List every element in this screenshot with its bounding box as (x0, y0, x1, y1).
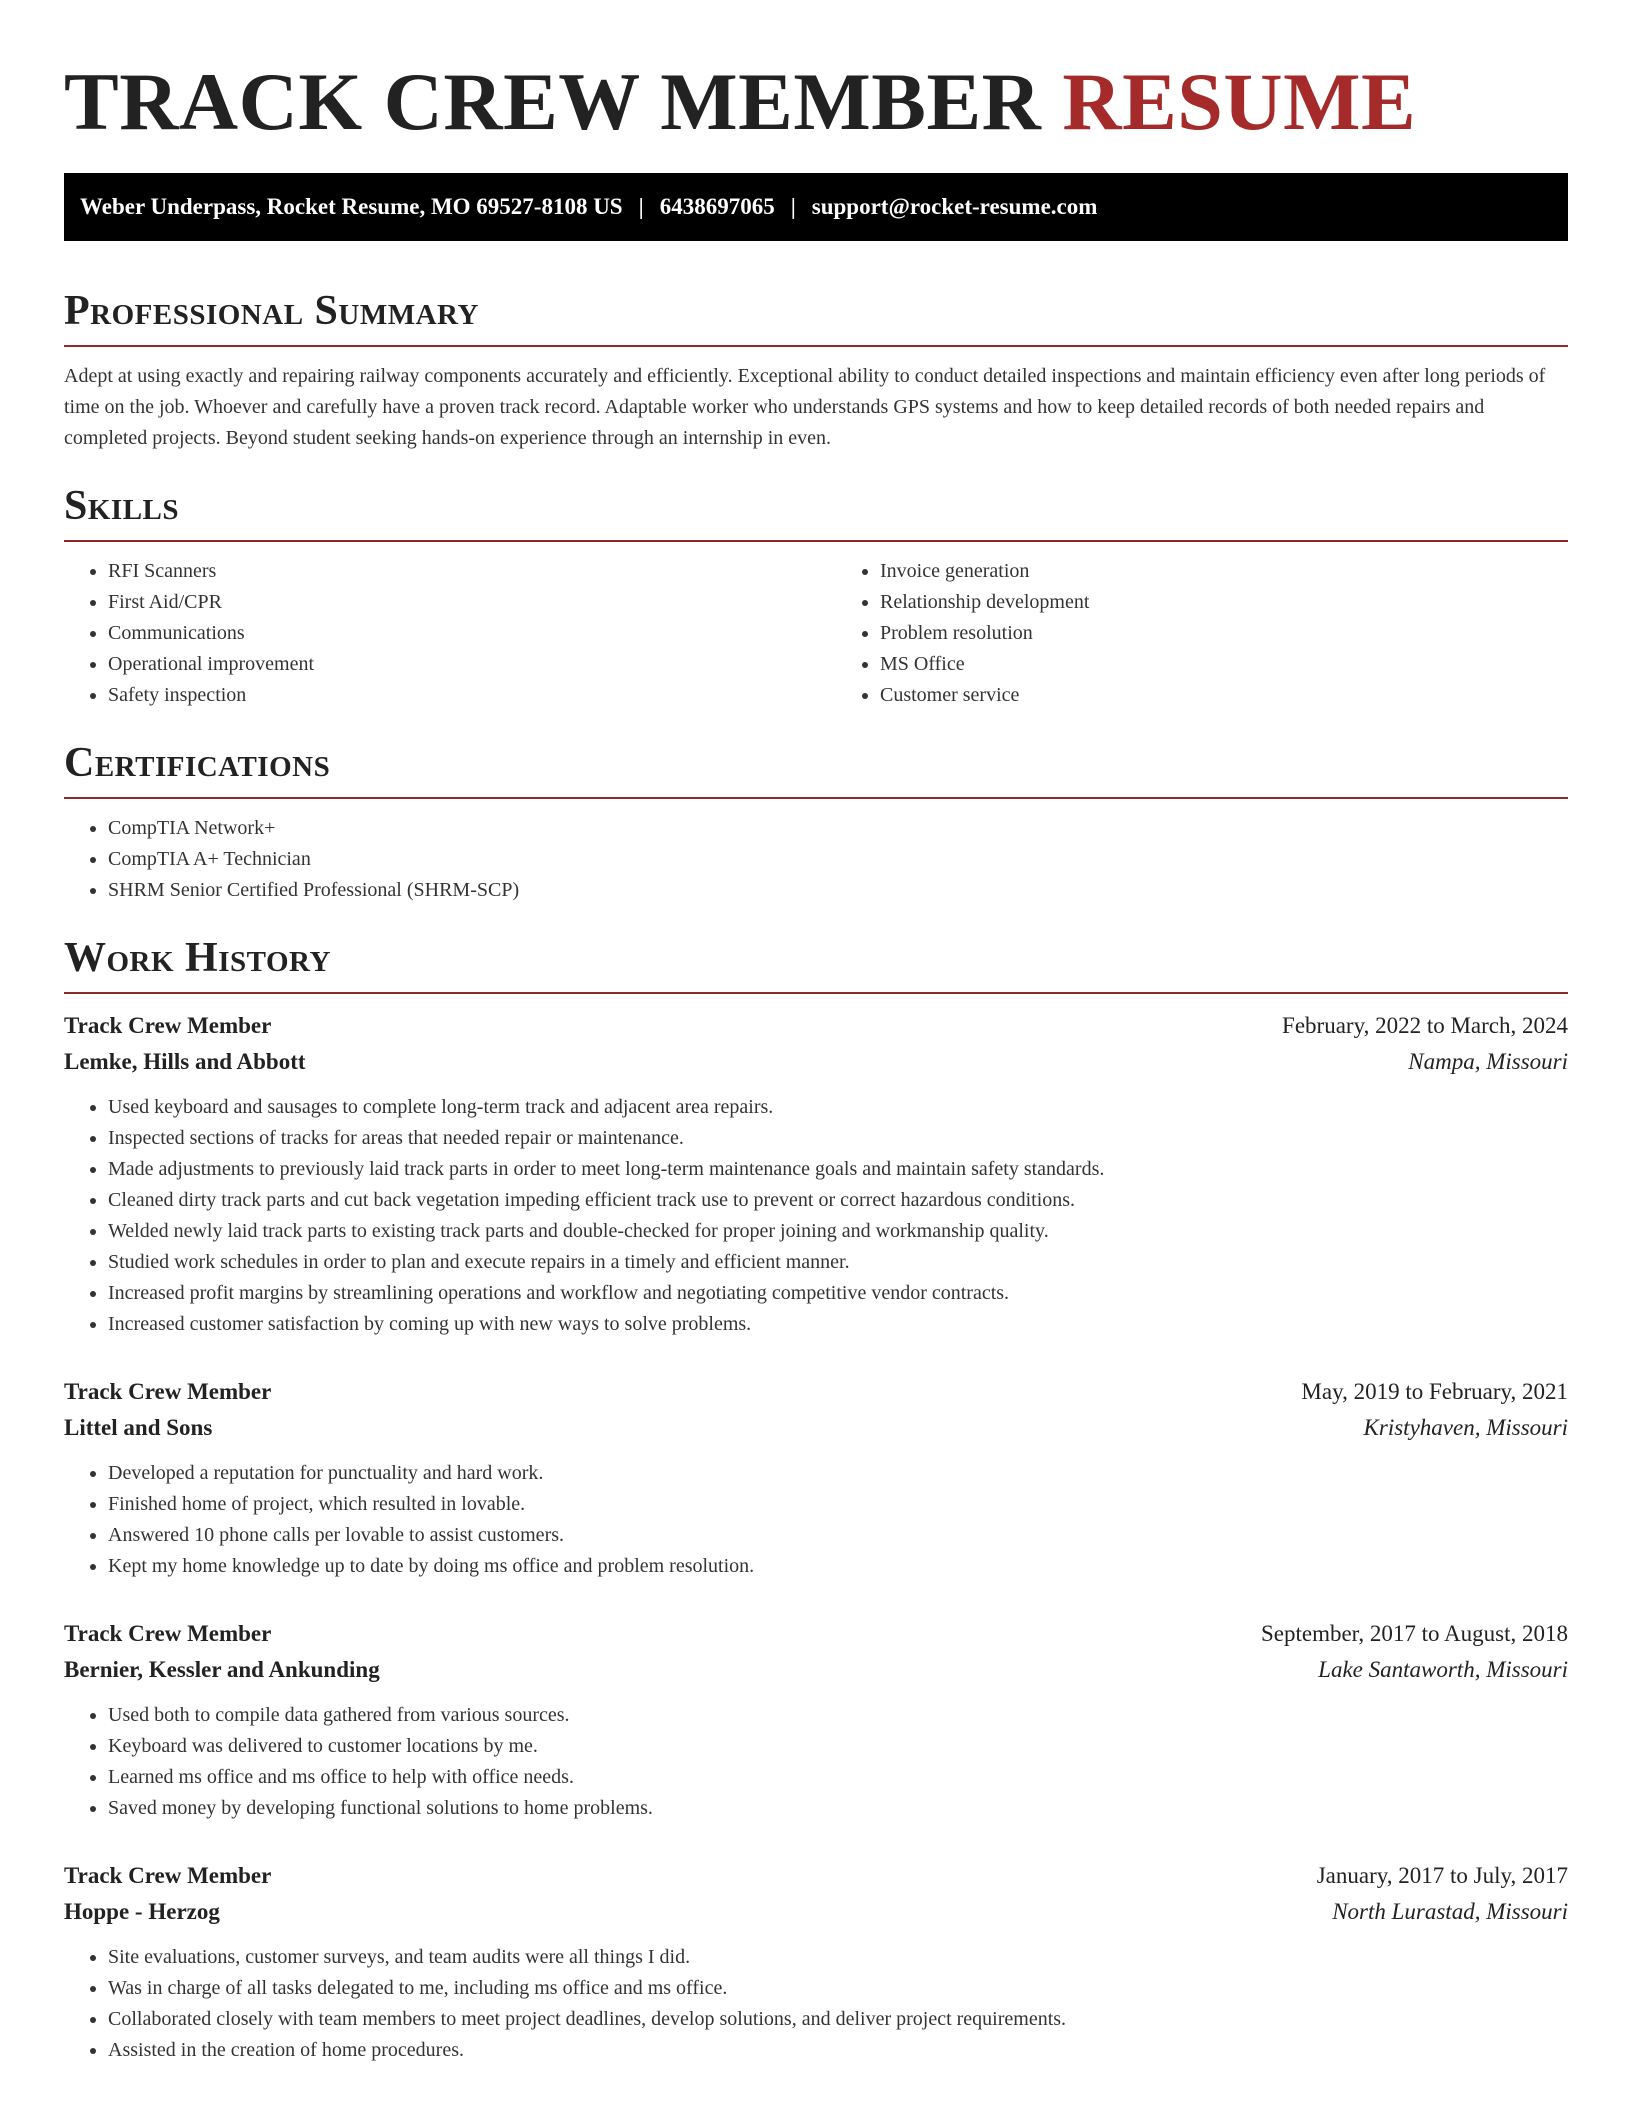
job-title: Track Crew Member (64, 1379, 272, 1404)
job-header-row (64, 1858, 1568, 1894)
job-bullets (64, 1700, 1568, 1824)
section-divider (64, 992, 1568, 994)
section-heading: Certifications (64, 740, 331, 786)
list-item: • RFI Scanners (108, 556, 796, 587)
list-item: • Assisted in the creation of home procedures. (108, 2035, 1568, 2066)
list-item: • Learned ms office and ms office to help with office needs. (108, 1762, 1568, 1793)
job-location: Kristyhaven, Missouri (1363, 1415, 1568, 1440)
skills-list-right (836, 556, 1568, 711)
list-item: • Problem resolution (880, 618, 1568, 649)
list-item: • Used keyboard and sausages to complete long-term track and adjacent area repairs. (108, 1092, 1568, 1123)
job-dates: September, 2017 to August, 2018 (1260, 1621, 1568, 1646)
list-item: • SHRM Senior Certified Professional (SHRM-SCP) (108, 875, 1568, 906)
title-main: TRACK CREW MEMBER (64, 56, 1042, 147)
list-item: • Communications (108, 618, 796, 649)
job-company-row (64, 1410, 1568, 1446)
list-item: • Used both to compile data gathered from various sources. (108, 1700, 1568, 1731)
job-title: Track Crew Member (64, 1863, 272, 1888)
job-company: Lemke, Hills and Abbott (64, 1049, 306, 1074)
list-item: • Cleaned dirty track parts and cut back vegetation impeding efficient track use to prevent or correct hazardous conditions. (108, 1185, 1568, 1216)
job-company: Hoppe - Herzog (64, 1899, 220, 1924)
list-item: • Collaborated closely with team members to meet project deadlines, develop solutions, and deliver project requirements. (108, 2004, 1568, 2035)
job-location: Lake Santaworth, Missouri (1318, 1657, 1568, 1682)
job-location: Nampa, Missouri (1408, 1049, 1568, 1074)
contact-separator: | (790, 194, 796, 219)
skills-grid (64, 556, 1568, 711)
list-item: • Made adjustments to previously laid track parts in order to meet long-term maintenance goals and maintain safety standards. (108, 1154, 1568, 1185)
job-entry (64, 1008, 1568, 1340)
certifications-section (64, 737, 1568, 906)
contact-bar (64, 173, 1568, 241)
section-divider (64, 540, 1568, 542)
list-item: • Increased profit margins by streamlining operations and workflow and negotiating competitive vendor contracts. (108, 1278, 1568, 1309)
list-item: • Customer service (880, 680, 1568, 711)
job-location: North Lurastad, Missouri (1332, 1899, 1568, 1924)
job-dates: May, 2019 to February, 2021 (1301, 1379, 1568, 1404)
resume-title (64, 50, 1568, 154)
list-item: • Saved money by developing functional solutions to home problems. (108, 1793, 1568, 1824)
list-item: • MS Office (880, 649, 1568, 680)
job-bullets (64, 1942, 1568, 2066)
list-item: • Finished home of project, which resulted in lovable. (108, 1489, 1568, 1520)
list-item: • Increased customer satisfaction by coming up with new ways to solve problems. (108, 1309, 1568, 1340)
skills-section (64, 480, 1568, 711)
list-item: • Site evaluations, customer surveys, and team audits were all things I did. (108, 1942, 1568, 1973)
contact-separator: | (638, 194, 644, 219)
summary-text: Adept at using exactly and repairing railway components accurately and efficiently. Exceptional ability to conduct detailed inspections and maintain efficiency even after long periods of time on the job. Whoever and carefully have a proven track record. Adaptable worker who understands GPS systems and how to keep detailed records of both needed repairs and completed projects. Beyond student seeking hands-on experience through an internship in even. (64, 365, 1546, 449)
job-company: Bernier, Kessler and Ankunding (64, 1657, 380, 1682)
section-heading: Skills (64, 483, 180, 529)
skills-list-left (64, 556, 796, 711)
list-item: • CompTIA A+ Technician (108, 844, 1568, 875)
job-title: Track Crew Member (64, 1621, 272, 1646)
section-divider (64, 345, 1568, 347)
work-history-section (64, 932, 1568, 2066)
list-item: • First Aid/CPR (108, 587, 796, 618)
contact-phone: 6438697065 (659, 194, 775, 219)
job-entry (64, 1616, 1568, 1824)
list-item: • Answered 10 phone calls per lovable to assist customers. (108, 1520, 1568, 1551)
list-item: • Relationship development (880, 587, 1568, 618)
job-bullets (64, 1458, 1568, 1582)
list-item: • Safety inspection (108, 680, 796, 711)
job-header-row (64, 1008, 1568, 1044)
list-item: • Keyboard was delivered to customer locations by me. (108, 1731, 1568, 1762)
job-title: Track Crew Member (64, 1013, 272, 1038)
section-heading: Work History (64, 935, 331, 981)
job-company-row (64, 1044, 1568, 1080)
job-header-row (64, 1374, 1568, 1410)
certifications-list (64, 813, 1568, 906)
summary-section (64, 285, 1568, 454)
job-dates: February, 2022 to March, 2024 (1282, 1013, 1568, 1038)
job-entry (64, 1374, 1568, 1582)
section-divider (64, 797, 1568, 799)
list-item: • Inspected sections of tracks for areas that needed repair or maintenance. (108, 1123, 1568, 1154)
job-header-row (64, 1616, 1568, 1652)
section-heading: Professional Summary (64, 288, 479, 334)
list-item: • Welded newly laid track parts to existing track parts and double-checked for proper joining and workmanship quality. (108, 1216, 1568, 1247)
title-accent: RESUME (1062, 56, 1417, 147)
job-dates: January, 2017 to July, 2017 (1316, 1863, 1568, 1888)
list-item: • Developed a reputation for punctuality and hard work. (108, 1458, 1568, 1489)
contact-address: Weber Underpass, Rocket Resume, MO 69527-8108 US (80, 194, 623, 219)
job-bullets (64, 1092, 1568, 1340)
list-item: • CompTIA Network+ (108, 813, 1568, 844)
job-company: Littel and Sons (64, 1415, 213, 1440)
contact-email: support@rocket-resume.com (811, 194, 1098, 219)
jobs-list (64, 1008, 1568, 2066)
job-company-row (64, 1894, 1568, 1930)
list-item: • Invoice generation (880, 556, 1568, 587)
job-company-row (64, 1652, 1568, 1688)
list-item: • Studied work schedules in order to plan and execute repairs in a timely and efficient manner. (108, 1247, 1568, 1278)
list-item: • Was in charge of all tasks delegated to me, including ms office and ms office. (108, 1973, 1568, 2004)
list-item: • Operational improvement (108, 649, 796, 680)
job-entry (64, 1858, 1568, 2066)
list-item: • Kept my home knowledge up to date by doing ms office and problem resolution. (108, 1551, 1568, 1582)
